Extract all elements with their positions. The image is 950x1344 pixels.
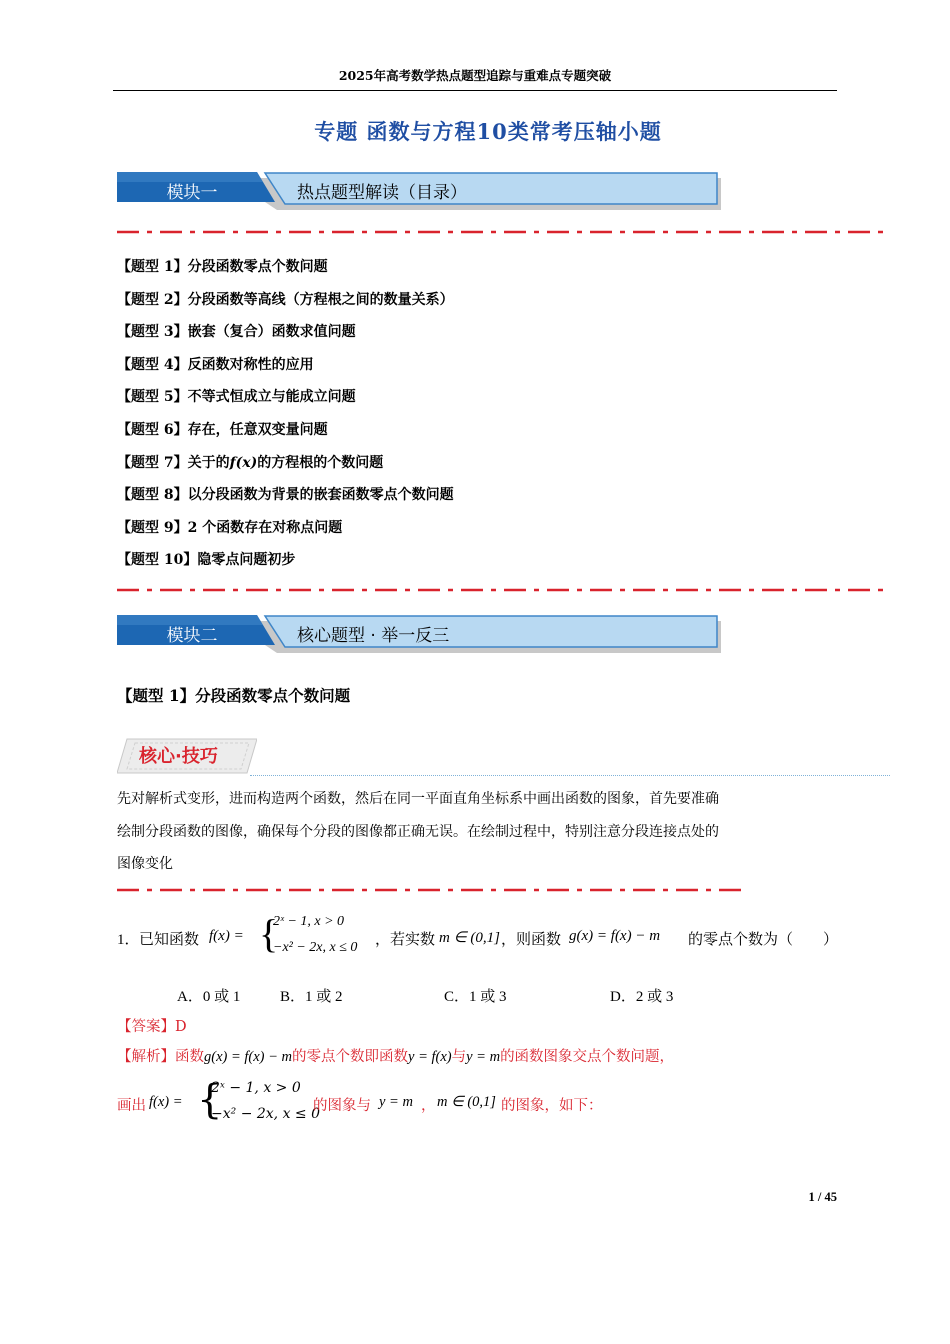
analysis-line-1: [117, 1045, 674, 1066]
dash-divider-1: [117, 230, 887, 234]
toc-item-7-math: f(x): [229, 454, 258, 471]
dash-divider-3: [117, 888, 747, 892]
toc-item-5: 【题型 5】不等式恒成立与能成立问题: [117, 389, 356, 406]
question-tail: 的零点个数为（ ）: [688, 932, 839, 948]
analysis2-ym: y = m: [379, 1094, 413, 1110]
answer-line: 【答案】D: [117, 1019, 187, 1035]
header-rule: [113, 90, 837, 91]
analysis2-tail: 的图象，如下：: [501, 1098, 603, 1114]
question-case-1: 2ˣ − 1, x > 0: [273, 914, 345, 929]
skill-paragraph: [117, 783, 847, 881]
analysis2-condition: m ∈ (0,1]: [437, 1094, 496, 1110]
question-case-2: −x² − 2x, x ≤ 0: [273, 940, 358, 955]
toc-item-7: 【题型 7】关于的f(x)的方程根的个数问题: [117, 454, 384, 471]
skill-badge-label: 核心·技巧: [139, 746, 218, 767]
toc-item-4: 【题型 4】反函数对称性的应用: [117, 356, 314, 373]
toc-item-6: 【题型 6】存在，任意双变量问题: [117, 421, 328, 438]
question-fx: f(x) =: [209, 928, 244, 944]
option-c: C．1 或 3: [444, 989, 507, 1005]
analysis-math-ym: y = m: [466, 1049, 501, 1065]
question-mid: ，若实数: [375, 932, 436, 948]
analysis2-case-1: 2ˣ − 1, x > 0: [211, 1080, 301, 1096]
option-b: B．1 或 2: [280, 989, 343, 1005]
toc-item-9: 【题型 9】2 个函数存在对称点问题: [117, 519, 343, 536]
option-d: D．2 或 3: [610, 989, 674, 1005]
page-number: 1 / 45: [808, 1190, 837, 1204]
analysis2-fx: f(x) =: [149, 1094, 183, 1110]
toc-item-3: 【题型 3】嵌套（复合）函数求值问题: [117, 324, 356, 341]
analysis2-comma: ，: [421, 1098, 436, 1114]
analysis-text-2: 的零点个数即函数: [292, 1049, 409, 1065]
document-title: 专题 函数与方程10类常考压轴小题: [314, 119, 662, 144]
module1-label: 模块一: [166, 183, 218, 203]
analysis-math-gx: g(x) = f(x) − m: [204, 1049, 293, 1065]
question-lead: 已知函数: [139, 932, 200, 948]
analysis2-case-2: −x² − 2x, x ≤ 0: [211, 1106, 321, 1122]
analysis-text-3: 与: [451, 1049, 467, 1065]
module1-title: 热点题型解读（目录）: [297, 183, 467, 203]
analysis-text-1: 函数: [175, 1049, 204, 1065]
question-condition: m ∈ (0,1]: [439, 930, 500, 946]
question-number: 1．: [117, 932, 140, 948]
option-a: A．0 或 1: [177, 989, 241, 1005]
toc-item-2: 【题型 2】分段函数等高线（方程根之间的数量关系）: [117, 291, 454, 308]
toc-item-1: 【题型 1】分段函数零点个数问题: [117, 259, 328, 275]
analysis2-lead: 画出: [117, 1098, 146, 1114]
section-heading: 【题型 1】分段函数零点个数问题: [117, 686, 351, 705]
analysis-label: 【解析】: [117, 1049, 175, 1065]
toc-item-10: 【题型 10】隐零点问题初步: [117, 552, 296, 569]
question-mid2: ，则函数: [501, 932, 562, 948]
skill-line-2: 绘制分段函数的图像，确保每个分段的图像都正确无误。在绘制过程中，特别注意分段连接点处的: [117, 823, 719, 840]
module2-banner: [117, 615, 723, 655]
toc-item-8: 【题型 8】以分段函数为背景的嵌套函数零点个数问题: [117, 487, 454, 504]
skill-badge: [117, 737, 257, 775]
module1-banner: [117, 172, 723, 212]
dash-divider-2: [117, 588, 887, 592]
module2-title: 核心题型 · 举一反三: [297, 626, 450, 646]
analysis2-brace: {: [197, 1077, 223, 1123]
skill-line-1: 先对解析式变形，进而构造两个函数，然后在同一平面直角坐标系中画出函数的图象，首先要准确: [117, 791, 719, 807]
analysis-text-4: 的函数图象交点个数问题，: [500, 1049, 675, 1065]
analysis-line-2: [117, 1077, 877, 1130]
question-brace: {: [259, 911, 279, 956]
toc-list: [117, 258, 877, 584]
module2-label: 模块二: [166, 626, 218, 646]
analysis2-mid: 的图象与: [313, 1098, 371, 1114]
skill-line-3: 图像变化: [117, 856, 173, 872]
running-header: 2025年高考数学热点题型追踪与重难点专题突破: [338, 68, 612, 83]
question-gx: g(x) = f(x) − m: [569, 928, 661, 944]
skill-dotted-rule: [250, 775, 890, 776]
question-1: [117, 910, 877, 962]
analysis-math-yfx: y = f(x): [408, 1049, 452, 1065]
